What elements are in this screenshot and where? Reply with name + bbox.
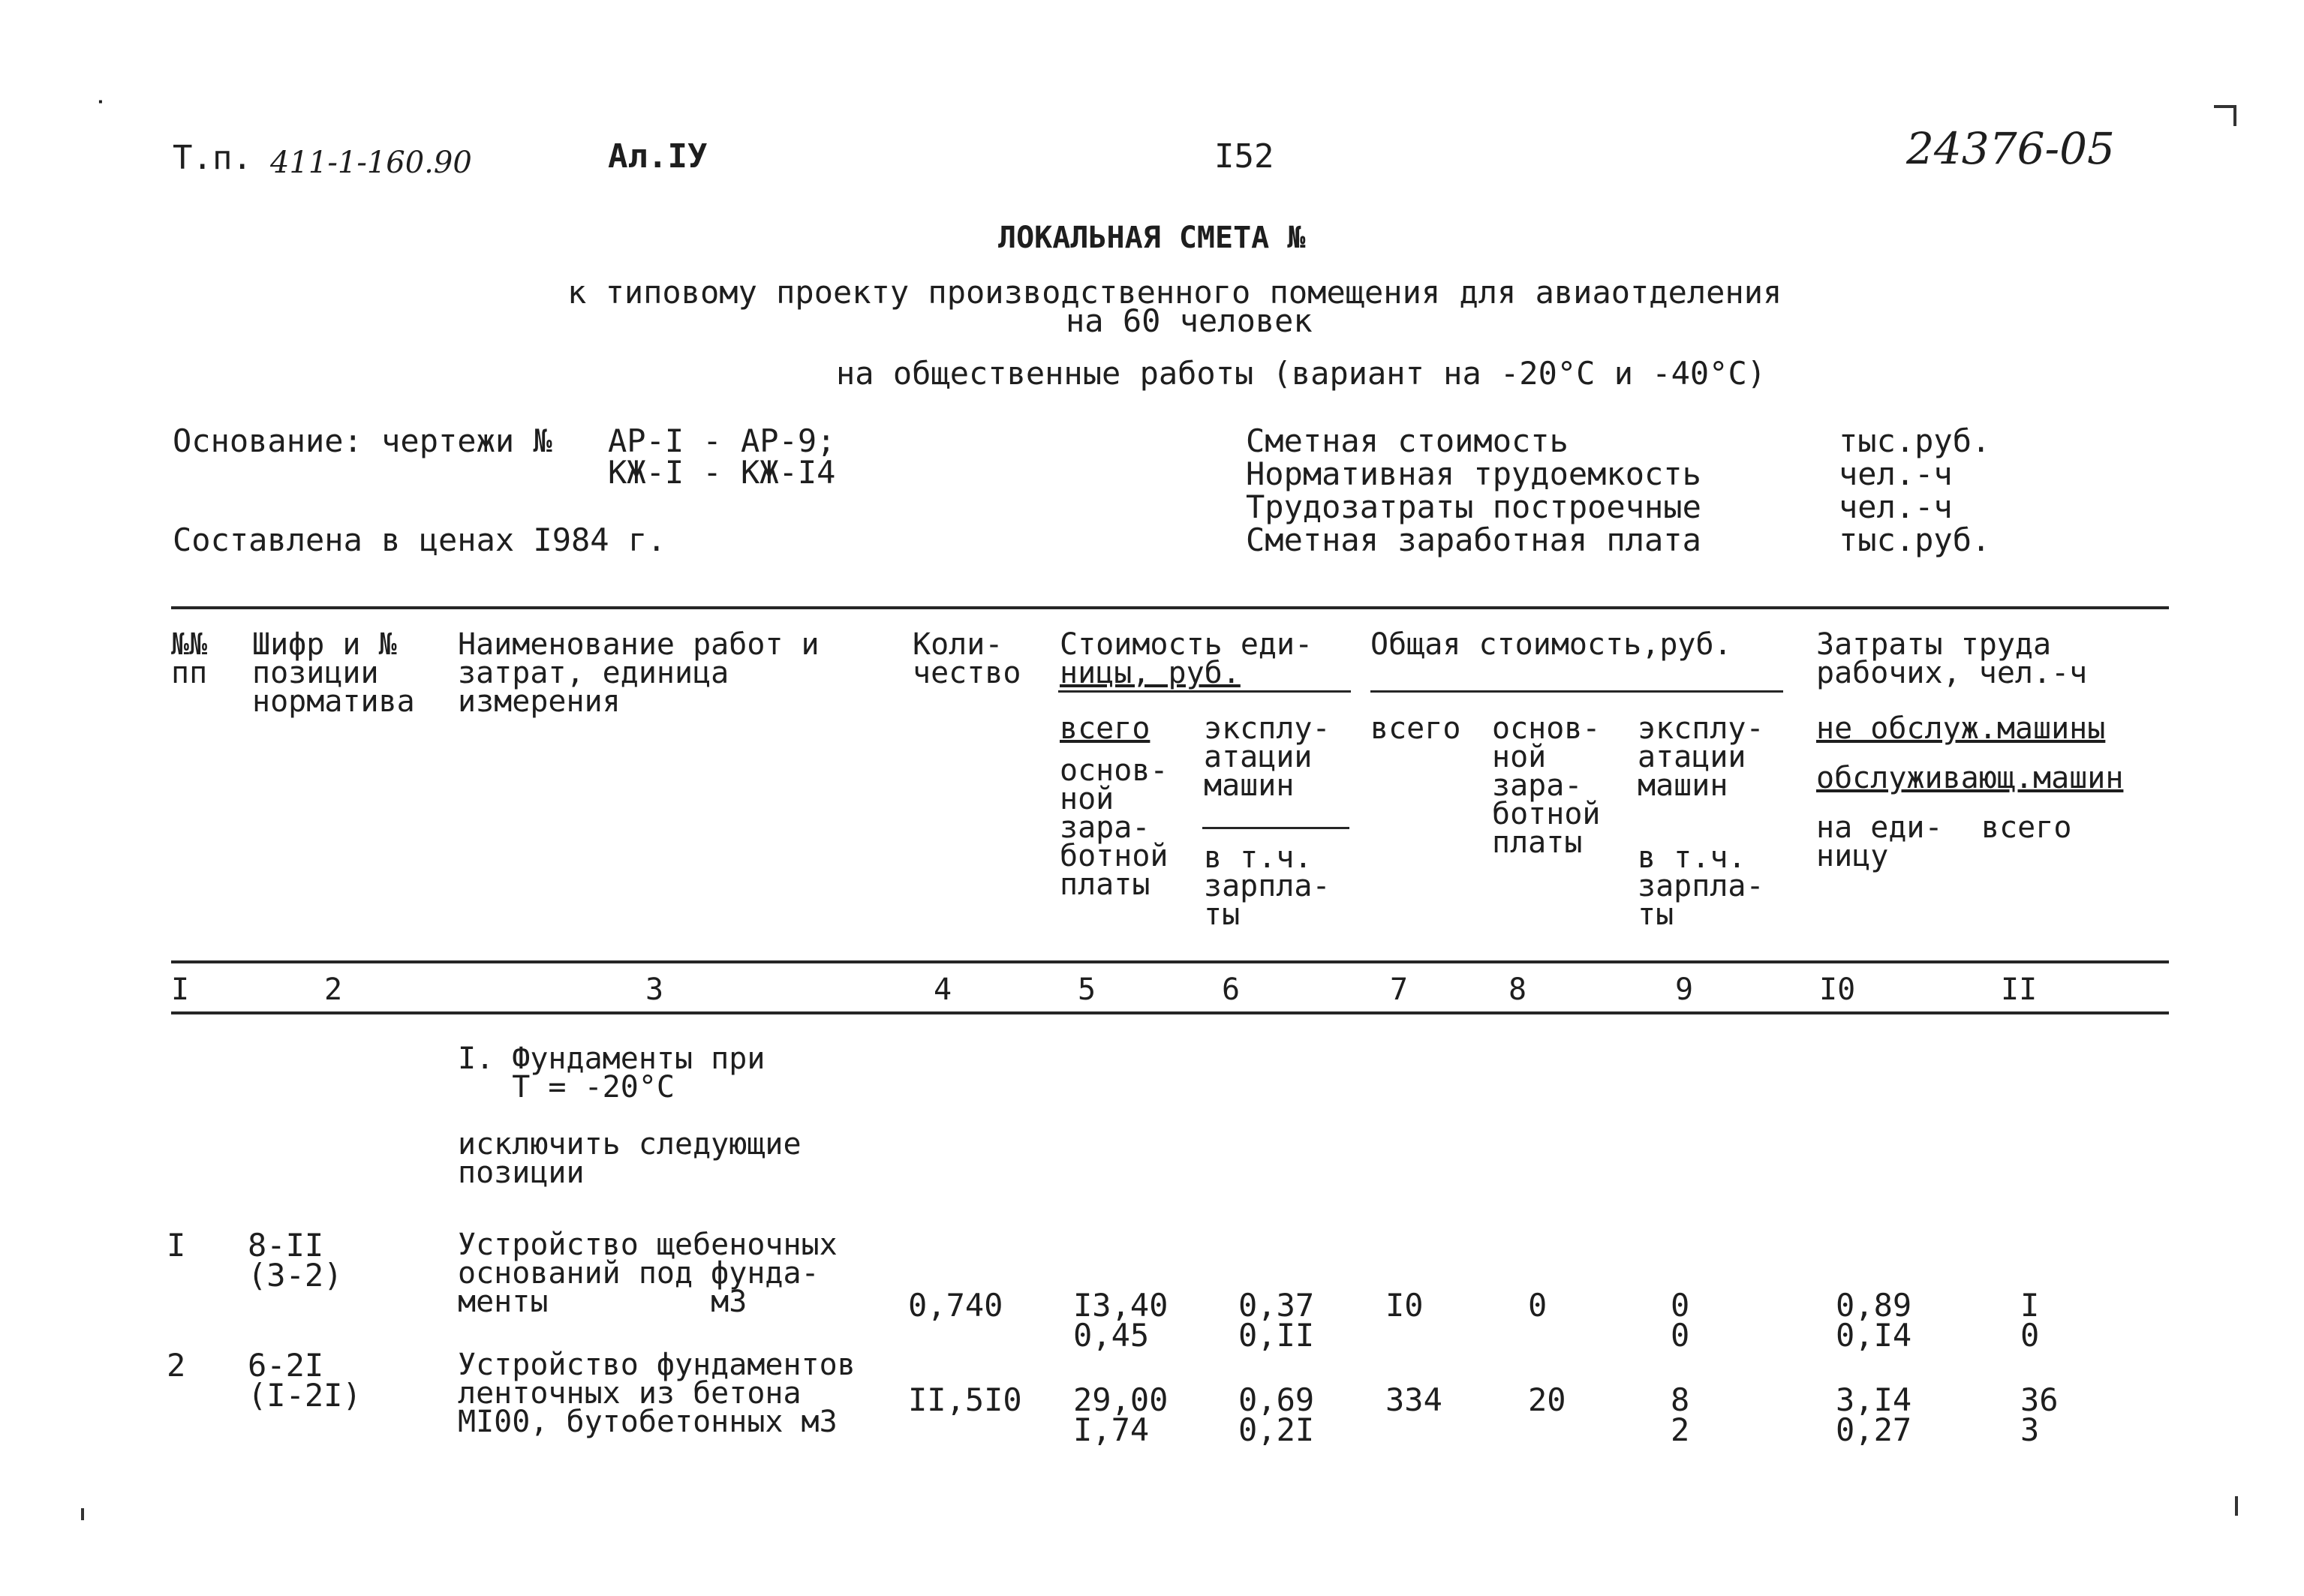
row1-labor-unit: 0,89 0,I4 <box>1836 1287 1912 1354</box>
hdr-labor-machine: обслуживающ.машин <box>1816 761 2124 795</box>
hdr-total-cost: Общая стоимость,руб. <box>1370 627 1732 662</box>
hdr-col-8: основ- ной зара- ботной платы <box>1492 711 1601 860</box>
row1-labor-total: I 0 <box>2020 1287 2040 1354</box>
machine-sub-rule <box>1202 827 1349 829</box>
row1-num: I <box>167 1227 186 1264</box>
summary-unit-2: чел.-ч <box>1839 455 1953 492</box>
tp-number: 411-1-160.90 <box>270 146 472 180</box>
row2-labor-unit: 3,I4 0,27 <box>1836 1381 1912 1448</box>
row1-code: 8-II (3-2) <box>248 1227 343 1294</box>
page-number: I52 <box>1214 137 1274 176</box>
row1-unit-cost: I3,40 0,45 <box>1073 1287 1169 1354</box>
table-top-rule <box>171 606 2169 609</box>
row1-machine-total: 0 0 <box>1671 1287 1690 1354</box>
colnum-5: 5 <box>1078 972 1096 1007</box>
hdr-unit-cost: Стоимость еди- <box>1060 627 1313 662</box>
hdr-col-11: всего <box>1981 810 2072 845</box>
hdr-col-6: эксплу- атации машин <box>1204 711 1331 803</box>
hdr-col-9-sub: в т.ч. зарпла- ты <box>1638 840 1764 932</box>
row2-name: Устройство фундаментов ленточных из бетона МI00, бутобетонных м3 <box>458 1348 856 1439</box>
corner-mark-bottom-left <box>81 1508 84 1520</box>
row1-wages: 0 <box>1528 1287 1548 1324</box>
unit-cost-rule <box>1058 690 1351 693</box>
doc-code: 24376-05 <box>1906 123 2115 174</box>
hdr-unit-cost-2: ницы, руб. <box>1060 656 1241 690</box>
hdr-col-3: Наименование работ и затрат, единица измерения <box>458 627 820 719</box>
hdr-labor-no-machine: не обслуж.машины <box>1816 711 2106 746</box>
colnum-4: 4 <box>934 972 952 1007</box>
section-title: I. Фундаменты при Т = -20°С <box>458 1041 765 1105</box>
tp-label: Т.п. <box>173 139 252 177</box>
colnum-1: I <box>171 972 190 1007</box>
row1-qty: 0,740 <box>908 1287 1003 1324</box>
colnum-9: 9 <box>1675 972 1694 1007</box>
hdr-col-6-sub: в т.ч. зарпла- ты <box>1204 840 1331 932</box>
section-note: исключить следующие позиции <box>458 1127 802 1190</box>
hdr-labor: Затраты труда рабочих, чел.-ч <box>1816 627 2088 690</box>
row2-labor-total: 36 3 <box>2020 1381 2059 1448</box>
colnum-7: 7 <box>1390 972 1409 1007</box>
album-label: Ал.IУ <box>608 137 708 176</box>
row2-machine-cost: 0,69 0,2I <box>1238 1381 1315 1448</box>
colnum-6: 6 <box>1222 972 1241 1007</box>
header-bottom-rule <box>171 960 2169 963</box>
hdr-col-5-total: всего <box>1060 711 1150 746</box>
row2-unit-cost: 29,00 I,74 <box>1073 1381 1169 1448</box>
row2-wages: 20 <box>1528 1381 1566 1418</box>
hdr-col-5-sub: основ- ной зара- ботной платы <box>1060 753 1169 902</box>
row1-machine-cost: 0,37 0,II <box>1238 1287 1315 1354</box>
row2-total: 334 <box>1385 1381 1442 1418</box>
summary-label-3: Трудозатраты построечные <box>1246 488 1701 525</box>
row2-code: 6-2I (I-2I) <box>248 1347 362 1414</box>
row1-total: I0 <box>1385 1287 1424 1324</box>
title-line-3: на общественные работы (вариант на -20°С и -40°С) <box>836 355 1767 392</box>
hdr-col-10: на еди- ницу <box>1816 810 1943 873</box>
colnum-2: 2 <box>324 972 343 1007</box>
colnum-8: 8 <box>1508 972 1527 1007</box>
colnum-bottom-rule <box>171 1011 2169 1014</box>
compiled-prices: Составлена в ценах I984 г. <box>173 521 666 558</box>
basis-ref-1: АР-I - АР-9; <box>608 422 836 459</box>
row1-name: Устройство щебеночных оснований под фунда- менты м3 <box>458 1228 838 1319</box>
basis-label: Основание: чертежи № <box>173 422 552 459</box>
hdr-col-4: Коли- чество <box>913 627 1021 690</box>
title-line-2: на 60 человек <box>1066 302 1313 339</box>
summary-unit-3: чел.-ч <box>1839 488 1953 525</box>
corner-mark-top-right-v <box>2233 105 2236 126</box>
hdr-col-7: всего <box>1370 711 1461 746</box>
basis-ref-2: КЖ-I - КЖ-I4 <box>608 454 836 491</box>
hdr-col-9: эксплу- атации машин <box>1638 711 1764 803</box>
row2-machine-total: 8 2 <box>1671 1381 1690 1448</box>
doc-title: ЛОКАЛЬНАЯ СМЕТА № <box>998 221 1306 255</box>
title-line-1: к типовому проекту производственного помещения для авиаотделения <box>567 274 1782 311</box>
summary-unit-1: тыс.руб. <box>1839 422 1991 459</box>
total-cost-rule <box>1370 690 1783 693</box>
colnum-11: II <box>2001 972 2038 1007</box>
hdr-col-1: №№ пп <box>171 627 208 690</box>
summary-label-4: Сметная заработная плата <box>1246 521 1701 558</box>
corner-mark-top-left: ᐧ <box>96 86 104 120</box>
corner-mark-bottom-right <box>2235 1496 2238 1516</box>
summary-unit-4: тыс.руб. <box>1839 521 1991 558</box>
summary-label-2: Нормативная трудоемкость <box>1246 455 1701 492</box>
hdr-col-2: Шифр и № позиции норматива <box>252 627 415 719</box>
summary-label-1: Сметная стоимость <box>1246 422 1569 459</box>
colnum-10: I0 <box>1819 972 1856 1007</box>
row2-num: 2 <box>167 1347 186 1384</box>
row2-qty: II,5I0 <box>908 1381 1022 1418</box>
colnum-3: 3 <box>645 972 664 1007</box>
